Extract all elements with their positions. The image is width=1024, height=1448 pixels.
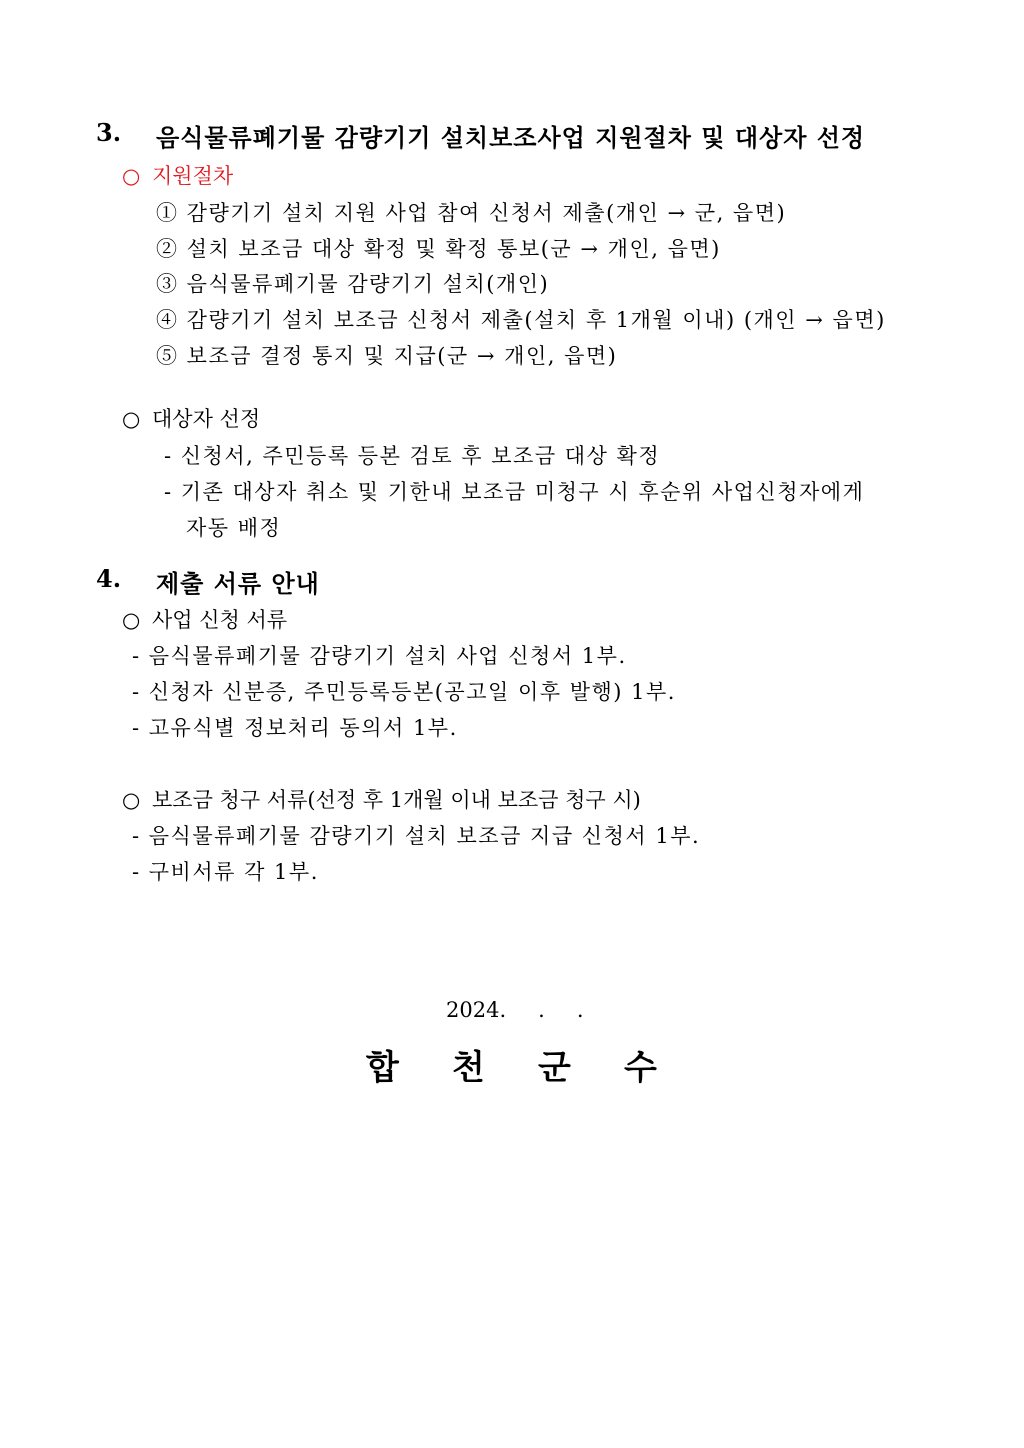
application-doc-item: - 음식물류폐기물 감량기기 설치 사업 신청서 1부. (132, 644, 627, 668)
date-day: . (576, 998, 584, 1022)
application-doc-item: - 신청자 신분증, 주민등록등본(공고일 이후 발행) 1부. (132, 680, 676, 704)
selection-item: - 신청서, 주민등록 등본 검토 후 보조금 대상 확정 (164, 444, 661, 468)
section-4-title: 제출 서류 안내 (156, 569, 320, 598)
claim-doc-item: - 음식물류폐기물 감량기기 설치 보조금 지급 신청서 1부. (132, 824, 701, 848)
selection-heading (122, 403, 260, 433)
section-3-title: 음식물류폐기물 감량기기 설치보조사업 지원절차 및 대상자 선정 (156, 123, 866, 152)
procedure-step: ① 감량기기 설치 지원 사업 참여 신청서 제출(개인 → 군, 읍면) (156, 201, 787, 225)
signer-name (366, 1040, 710, 1089)
application-docs-heading (122, 604, 287, 634)
signer-char: 천 (452, 1048, 485, 1088)
selection-item-continued: 자동 배정 (186, 516, 282, 540)
circle-bullet-icon: ○ (122, 608, 141, 632)
section-4-number: 4. (96, 564, 122, 593)
circle-bullet-icon: ○ (122, 407, 141, 431)
procedure-title: 지원절차 (152, 164, 234, 188)
procedure-heading (122, 160, 233, 190)
procedure-step: ③ 음식물류폐기물 감량기기 설치(개인) (156, 272, 550, 296)
application-docs-title: 사업 신청 서류 (152, 608, 288, 632)
procedure-step: ④ 감량기기 설치 보조금 신청서 제출(설치 후 1개월 이내) (개인 → 읍면) (156, 308, 886, 332)
signer-char: 합 (366, 1048, 399, 1088)
procedure-step: ⑤ 보조금 결정 통지 및 지급(군 → 개인, 읍면) (156, 344, 618, 368)
issue-date (446, 998, 584, 1022)
signer-char: 수 (624, 1048, 657, 1088)
date-month: . (538, 998, 545, 1022)
circle-bullet-icon: ○ (122, 788, 141, 812)
application-doc-item: - 고유식별 정보처리 동의서 1부. (132, 716, 458, 740)
date-year: 2024. (446, 998, 507, 1022)
claim-docs-title: 보조금 청구 서류(선정 후 1개월 이내 보조금 청구 시) (152, 788, 641, 812)
selection-title: 대상자 선정 (152, 407, 261, 431)
section-3-number: 3. (96, 118, 122, 147)
selection-item: - 기존 대상자 취소 및 기한내 보조금 미청구 시 후순위 사업신청자에게 (164, 480, 865, 504)
claim-docs-heading (122, 784, 641, 814)
circle-bullet-icon: ○ (122, 164, 141, 188)
claim-doc-item: - 구비서류 각 1부. (132, 860, 319, 884)
signer-char: 군 (538, 1048, 571, 1088)
procedure-step: ② 설치 보조금 대상 확정 및 확정 통보(군 → 개인, 읍면) (156, 237, 721, 261)
